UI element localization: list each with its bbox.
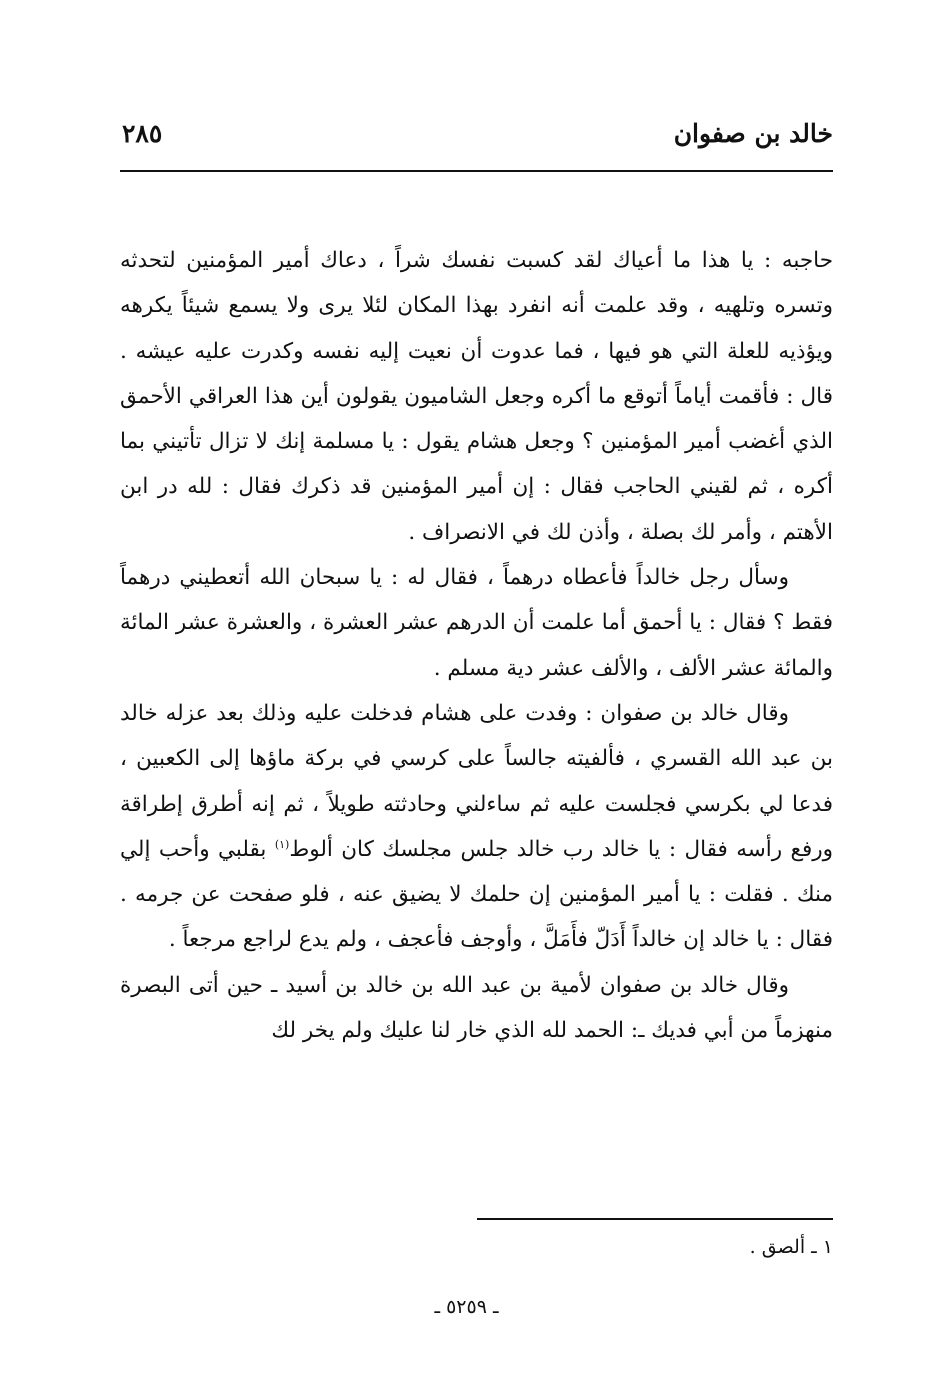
paragraph-text: وسأل رجل خالداً فأعطاه درهماً ، فقال له : يا سبحان الله أتعطيني درهماً فقط ؟ فقال : يا أحمق أما علمت أن الدرهم عشر العشرة ، والعشرة عشر المائة والمائة عشر الألف ، والألف عشر دية مسلم . xyxy=(120,565,833,681)
page-number: ٢٨٥ xyxy=(122,119,163,148)
footnote-divider xyxy=(477,1218,833,1220)
footnote-marker: (١) xyxy=(274,837,290,851)
running-title: خالد بن صفوان xyxy=(673,119,833,148)
header-divider xyxy=(120,170,833,172)
folio-number: ـ ٥٢٥٩ ـ xyxy=(434,1296,499,1318)
paragraph-text: وقال خالد بن صفوان : وفدت على هشام فدخلت عليه وذلك بعد عزله خالد بن عبد الله القسري ، فألفيته جالساً على كرسي في بركة ماؤها إلى الكعبين ، فدعا لي بكرسي فجلست عليه ثم ساءلني وحادثته طويلاً ، ثم إنه أطرق إطراقة ورفع رأسه فقال : يا خالد رب خالد جلس مجلسك كان ألوط xyxy=(120,700,833,862)
paragraph-text: بقلبي وأحب إلي منك . فقلت : يا أمير المؤمنين إن حلمك لا يضيق عنه ، فلو صفحت عن جرمه . فقال : يا خالد إن خالداً أَدَلّ فأَمَلَّ ، وأوجف فأعجف ، ولم يدع لراجع مرجعاً . xyxy=(120,836,833,953)
body-text xyxy=(120,238,833,1053)
paragraph-text: وقال خالد بن صفوان لأمية بن عبد الله بن خالد بن أسيد ـ حين أتى البصرة منهزماً من أبي فديك ـ: الحمد لله الذي خار لنا عليك ولم يخر لك xyxy=(120,972,833,1044)
footnote: ١ ـ ألصق . xyxy=(749,1236,833,1258)
paragraph-text: حاجبه : يا هذا ما أعياك لقد كسبت نفسك شراً ، دعاك أمير المؤمنين لتحدثه وتسره وتلهيه ، وقد علمت أنه انفرد بهذا المكان لئلا يرى ولا يسمع شيئاً يكرهه ويؤذيه للعلة التي هو فيها ، فما عدوت أن نعيت إليه نفسه وكدرت عليه عيشه . قال : فأقمت أياماً أتوقع ما أكره وجعل الشاميون يقولون أين هذا العراقي الأحمق الذي أغضب أمير المؤمنين ؟ وجعل هشام يقول : يا مسلمة إنك لا تزال تأتيني بما أكره ، ثم لقيني الحاجب فقال : إن أمير المؤمنين قد ذكرك فقال : لله در ابن الأهتم ، وأمر لك بصلة ، وأذن لك في الانصراف . xyxy=(120,248,833,545)
paragraph xyxy=(120,238,833,555)
paragraph xyxy=(120,691,833,963)
paragraph xyxy=(120,555,833,691)
paragraph xyxy=(120,963,833,1054)
